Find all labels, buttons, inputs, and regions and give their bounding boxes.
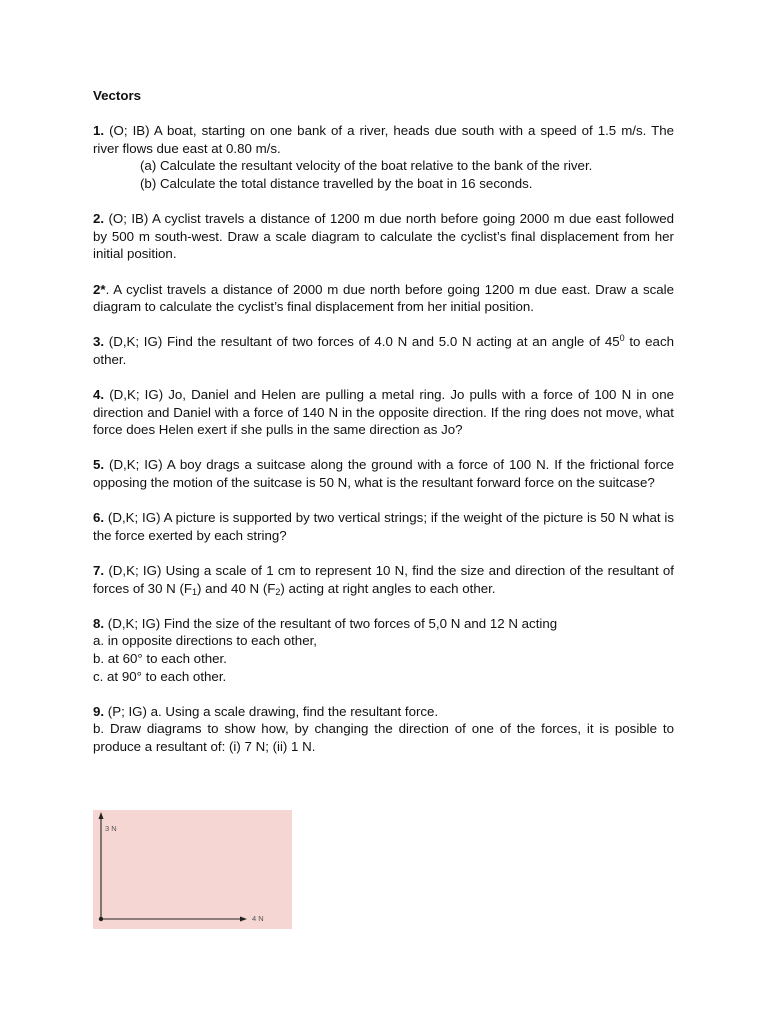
vertical-force-label: 3 N [105, 824, 117, 833]
force-diagram [93, 810, 292, 929]
question-text: (D,K; IG) Find the resultant of two forces of 4.0 N and 5.0 N acting at an angle of 45 [104, 334, 620, 350]
question-6 [93, 509, 674, 544]
question-text: (D,K; IG) Using a scale of 1 cm to represent 10 N, find the size and direction of the resultant of forces of 30 N (F [93, 563, 674, 596]
question-1 [93, 122, 674, 192]
question-7 [93, 562, 674, 597]
origin-point [99, 917, 103, 921]
question-text: (D,K; IG) A picture is supported by two vertical strings; if the weight of the picture is 50 N what is the force exerted by each string? [93, 510, 674, 543]
question-number: 2. [93, 211, 105, 227]
question-text-end: ) acting at right angles to each other. [280, 580, 496, 596]
question-part-b: b. at 60° to each other. [93, 651, 227, 666]
question-text: (O; IB) A cyclist travels a distance of 1200 m due north before going 2000 m due east followed by 500 m south-west. Draw a scale diagram to calculate the cyclist’s final displacement from her initial position. [93, 211, 674, 262]
question-number: 1. [93, 123, 105, 139]
question-text: (D,K; IG) Jo, Daniel and Helen are pulling a metal ring. Jo pulls with a force of 100 N in one direction and Daniel with a force of 140 N in the opposite direction. If the ring does not move, what force does Helen exert if she pulls in the same direction as Jo? [93, 387, 674, 438]
question-text: (O; IB) A boat, starting on one bank of a river, heads due south with a speed of 1.5 m/s. The river flows due east at 0.80 m/s. [93, 123, 674, 156]
question-8 [93, 615, 674, 685]
question-number: 6. [93, 510, 105, 526]
degree-superscript: 0 [619, 333, 625, 344]
subscript-1: 1 [192, 586, 198, 597]
question-text: (P; IG) a. Using a scale drawing, find the resultant force. [104, 703, 439, 719]
question-part-a: a. in opposite directions to each other, [93, 633, 317, 649]
subscript-2: 2 [275, 586, 281, 597]
question-5 [93, 456, 674, 491]
question-part-a: (a) Calculate the resultant velocity of the boat relative to the bank of the river. [140, 158, 593, 174]
question-number: 4. [93, 387, 105, 403]
question-number: 7. [93, 563, 105, 579]
question-part-b: b. Draw diagrams to show how, by changing the direction of one of the forces, it is posible to produce a resultant of: (i) 7 N; (ii) 1 N. [93, 721, 674, 754]
question-text: (D,K; IG) Find the size of the resultant of two forces of 5,0 N and 12 N acting [104, 615, 558, 631]
question-part-c: c. at 90° to each other. [93, 668, 227, 684]
question-text-mid: ) and 40 N (F [197, 580, 276, 596]
question-number: 5. [93, 457, 105, 473]
question-number: 3. [93, 334, 105, 350]
document-body [93, 87, 674, 773]
question-number: 8. [93, 615, 105, 631]
page-title: Vectors [93, 88, 142, 103]
question-part-b: (b) Calculate the total distance travelled by the boat in 16 seconds. [140, 175, 533, 191]
question-number: 2* [93, 281, 106, 297]
question-3 [93, 333, 674, 368]
force-vectors-svg [93, 810, 292, 929]
question-text-end: to each other. [93, 334, 675, 367]
vertical-arrowhead [99, 812, 104, 819]
question-text: (D,K; IG) A boy drags a suitcase along the ground with a force of 100 N. If the frictional force opposing the motion of the suitcase is 50 N, what is the resultant forward force on the suitcase? [93, 457, 674, 491]
horizontal-force-label: 4 N [252, 914, 264, 923]
question-4 [93, 386, 674, 439]
horizontal-arrowhead [240, 917, 247, 922]
question-2 [93, 210, 674, 263]
question-number: 9. [93, 703, 105, 719]
question-2-star [93, 281, 674, 316]
question-9 [93, 703, 674, 756]
question-text: . A cyclist travels a distance of 2000 m due north before going 1200 m due east. Draw a scale diagram to calculate the cyclist’s final displacement from her initial position. [93, 281, 674, 315]
